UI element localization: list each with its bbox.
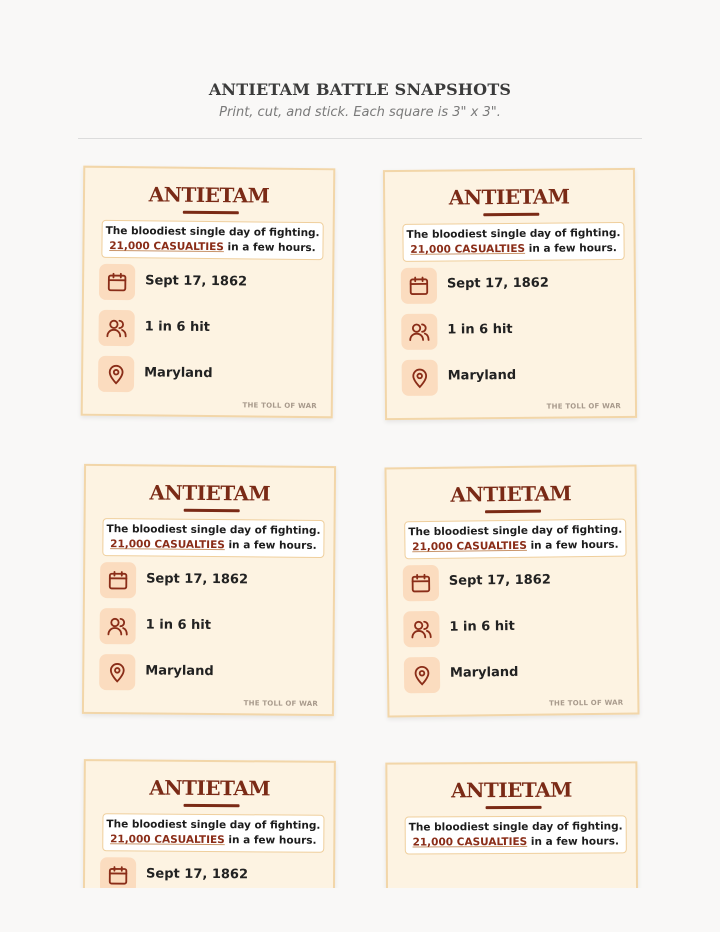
fact-line: The bloodiest single day of fighting.	[106, 523, 321, 537]
fact-line-rest: in a few hours.	[526, 538, 619, 552]
page-subtitle: Print, cut, and stick. Each square is 3" x 3".	[219, 105, 501, 120]
card-title: ANTIETAM	[149, 480, 271, 506]
ratio-label: 1 in 6 hit	[447, 321, 513, 338]
fact-box	[101, 220, 323, 260]
location-row	[402, 358, 627, 396]
fact-box	[404, 519, 626, 560]
location-row	[99, 654, 324, 692]
casualties-highlight: 21,000 CASUALTIES	[110, 833, 225, 847]
users-icon	[403, 611, 439, 647]
date-label: Sept 17, 1862	[146, 571, 249, 588]
map-pin-icon	[99, 654, 135, 690]
date-row	[99, 264, 324, 302]
location-label: Maryland	[144, 365, 213, 382]
date-label: Sept 17, 1862	[145, 273, 248, 290]
users-icon	[98, 310, 134, 346]
calendar-icon	[100, 857, 136, 888]
date-label: Sept 17, 1862	[448, 572, 551, 589]
card-footer: THE TOLL OF WAR	[242, 401, 317, 411]
fact-box	[405, 815, 627, 854]
casualties-highlight: 21,000 CASUALTIES	[110, 538, 225, 552]
fact-box	[102, 518, 324, 558]
location-row	[98, 356, 323, 394]
location-label: Maryland	[447, 367, 517, 384]
title-underline	[485, 510, 541, 514]
ratio-row	[401, 312, 626, 350]
date-label: Sept 17, 1862	[446, 275, 549, 292]
title-underline	[184, 804, 240, 807]
fact-line: The bloodiest single day of fighting.	[105, 224, 320, 240]
casualties-highlight: 21,000 CASUALTIES	[109, 239, 224, 254]
ratio-row	[100, 608, 325, 646]
ratio-row	[403, 609, 628, 648]
location-row	[404, 655, 629, 694]
location-label: Maryland	[449, 664, 519, 681]
ratio-label: 1 in 6 hit	[145, 617, 212, 634]
card-title: ANTIETAM	[450, 481, 572, 507]
snapshot-card	[384, 464, 639, 717]
snapshot-card	[385, 761, 638, 888]
snapshot-card	[81, 166, 336, 419]
ratio-label: 1 in 6 hit	[144, 319, 211, 336]
card-footer: THE TOLL OF WAR	[549, 698, 624, 708]
map-pin-icon	[404, 657, 440, 693]
snapshot-card	[82, 464, 336, 716]
date-row	[100, 562, 325, 600]
title-underline	[483, 213, 539, 216]
date-row	[403, 563, 628, 602]
ratio-label: 1 in 6 hit	[449, 618, 515, 635]
map-pin-icon	[98, 356, 134, 392]
calendar-icon	[403, 565, 439, 601]
fact-box	[102, 813, 324, 853]
card-footer: THE TOLL OF WAR	[243, 699, 319, 708]
date-label: Sept 17, 1862	[146, 866, 249, 883]
fact-line-rest: in a few hours.	[527, 835, 619, 848]
fact-box	[402, 222, 624, 262]
card-footer: THE TOLL OF WAR	[546, 402, 622, 411]
calendar-icon	[100, 562, 136, 598]
fact-line: The bloodiest single day of fighting.	[106, 818, 321, 832]
casualties-highlight: 21,000 CASUALTIES	[410, 242, 526, 256]
title-underline	[486, 806, 542, 809]
fact-line-rest: in a few hours.	[224, 539, 317, 552]
casualties-highlight: 21,000 CASUALTIES	[412, 835, 528, 849]
calendar-icon	[99, 264, 135, 300]
snapshot-card	[383, 168, 637, 420]
location-label: Maryland	[145, 663, 214, 680]
card-title: ANTIETAM	[148, 182, 270, 208]
users-icon	[401, 314, 437, 350]
fact-line: The bloodiest single day of fighting.	[406, 227, 621, 241]
fact-line: The bloodiest single day of fighting.	[408, 523, 623, 539]
calendar-icon	[401, 268, 437, 304]
fact-line: The bloodiest single day of fighting.	[408, 820, 623, 834]
date-row	[100, 857, 325, 888]
fact-line-rest: in a few hours.	[524, 242, 617, 255]
card-title: ANTIETAM	[451, 777, 572, 803]
page-title: ANTIETAM BATTLE SNAPSHOTS	[208, 80, 512, 99]
fact-line-rest: in a few hours.	[224, 834, 317, 847]
fact-line-rest: in a few hours.	[223, 241, 316, 255]
map-pin-icon	[402, 360, 438, 396]
ratio-row	[98, 310, 323, 348]
casualties-highlight: 21,000 CASUALTIES	[412, 539, 527, 554]
date-row	[401, 266, 626, 304]
title-underline	[184, 509, 240, 512]
card-title: ANTIETAM	[149, 775, 271, 801]
title-underline	[183, 211, 239, 215]
snapshot-card	[82, 759, 336, 888]
users-icon	[100, 608, 136, 644]
card-title: ANTIETAM	[448, 184, 570, 210]
